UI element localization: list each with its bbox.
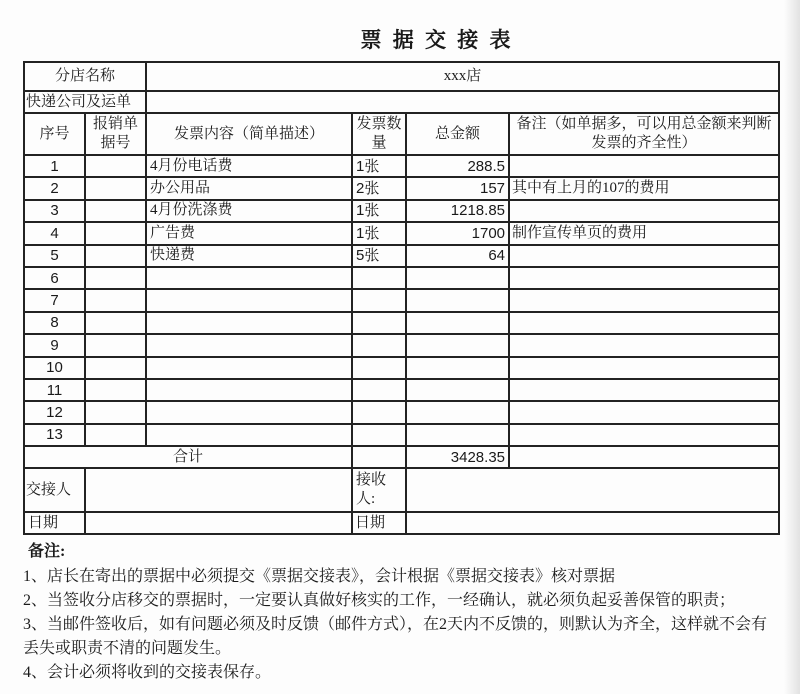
cell-no: 11 bbox=[24, 379, 85, 401]
cell-doc-no bbox=[85, 200, 146, 222]
cell-doc-no bbox=[85, 312, 146, 334]
total-qty-cell bbox=[352, 446, 406, 468]
cell-qty bbox=[352, 379, 406, 401]
table-row bbox=[24, 334, 779, 356]
table-row bbox=[24, 155, 779, 177]
photo-edge-shading bbox=[784, 0, 800, 694]
handover-person-label: 交接人 bbox=[24, 468, 85, 512]
cell-qty: 1张 bbox=[352, 200, 406, 222]
cell-content: 办公用品 bbox=[146, 177, 352, 199]
cell-qty bbox=[352, 312, 406, 334]
cell-remark bbox=[509, 357, 779, 379]
cell-doc-no bbox=[85, 267, 146, 289]
table-row bbox=[24, 379, 779, 401]
cell-no: 4 bbox=[24, 222, 85, 244]
cell-no: 10 bbox=[24, 357, 85, 379]
note-item: 3、当邮件签收后，如有问题必须及时反馈（邮件方式），在2天内不反馈的，则默认为齐全，这样就不会有丢失或职责不清的问题发生。 bbox=[23, 616, 768, 657]
footer-notes bbox=[23, 540, 775, 685]
notes-heading: 备注: bbox=[28, 543, 66, 560]
cell-remark bbox=[509, 312, 779, 334]
table-row bbox=[24, 357, 779, 379]
cell-content bbox=[146, 267, 352, 289]
courier-value bbox=[146, 91, 779, 113]
cell-content bbox=[146, 289, 352, 311]
table-row bbox=[24, 289, 779, 311]
cell-qty: 2张 bbox=[352, 177, 406, 199]
cell-no: 7 bbox=[24, 289, 85, 311]
cell-content: 4月份电话费 bbox=[146, 155, 352, 177]
cell-qty: 1张 bbox=[352, 222, 406, 244]
cell-amount: 1700 bbox=[406, 222, 509, 244]
cell-no: 6 bbox=[24, 267, 85, 289]
receiver-label: 接收人: bbox=[352, 468, 406, 512]
table-row bbox=[24, 401, 779, 423]
cell-amount bbox=[406, 379, 509, 401]
page-title: 票 据 交 接 表 bbox=[360, 28, 514, 52]
cell-content: 4月份洗涤费 bbox=[146, 200, 352, 222]
table-row bbox=[24, 267, 779, 289]
cell-amount bbox=[406, 289, 509, 311]
note-item: 1、店长在寄出的票据中必须提交《票据交接表》，会计根据《票据交接表》核对票据 bbox=[23, 568, 616, 585]
cell-amount bbox=[406, 334, 509, 356]
header-cell-content: 发票内容（简单描述） bbox=[146, 113, 352, 155]
table-row bbox=[24, 177, 779, 199]
cell-remark bbox=[509, 267, 779, 289]
cell-no: 8 bbox=[24, 312, 85, 334]
courier-label: 快递公司及运单 bbox=[24, 91, 146, 113]
total-row bbox=[24, 446, 779, 468]
cell-doc-no bbox=[85, 401, 146, 423]
cell-content bbox=[146, 312, 352, 334]
cell-qty bbox=[352, 267, 406, 289]
cell-amount bbox=[406, 424, 509, 446]
cell-amount: 157 bbox=[406, 177, 509, 199]
date-right-value bbox=[406, 512, 779, 534]
cell-qty bbox=[352, 334, 406, 356]
cell-content bbox=[146, 424, 352, 446]
branch-name-value: xxx店 bbox=[146, 62, 779, 91]
header-cell-doc-no: 报销单据号 bbox=[85, 113, 146, 155]
handover-table bbox=[23, 61, 780, 535]
receiver-value bbox=[406, 468, 779, 512]
cell-no: 1 bbox=[24, 155, 85, 177]
cell-amount bbox=[406, 312, 509, 334]
cell-doc-no bbox=[85, 245, 146, 267]
cell-content bbox=[146, 379, 352, 401]
cell-remark: 其中有上月的107的费用 bbox=[509, 177, 779, 199]
cell-content: 广告费 bbox=[146, 222, 352, 244]
cell-content: 快递费 bbox=[146, 245, 352, 267]
table-row bbox=[24, 245, 779, 267]
total-label-cell: 合计 bbox=[24, 446, 352, 468]
header-cell-qty: 发票数量 bbox=[352, 113, 406, 155]
date-left-value bbox=[85, 512, 352, 534]
cell-qty bbox=[352, 289, 406, 311]
total-remark-cell bbox=[509, 446, 779, 468]
courier-row bbox=[24, 91, 779, 113]
cell-doc-no bbox=[85, 357, 146, 379]
cell-content bbox=[146, 401, 352, 423]
cell-doc-no bbox=[85, 177, 146, 199]
cell-qty bbox=[352, 357, 406, 379]
table-row bbox=[24, 312, 779, 334]
date-left-label: 日期 bbox=[24, 512, 85, 534]
cell-content bbox=[146, 334, 352, 356]
cell-no: 9 bbox=[24, 334, 85, 356]
handover-person-value bbox=[85, 468, 352, 512]
cell-content bbox=[146, 357, 352, 379]
cell-remark bbox=[509, 379, 779, 401]
cell-qty bbox=[352, 424, 406, 446]
table-row bbox=[24, 424, 779, 446]
date-row bbox=[24, 512, 779, 534]
cell-qty: 1张 bbox=[352, 155, 406, 177]
branch-name-label: 分店名称 bbox=[24, 62, 146, 91]
cell-amount: 1218.85 bbox=[406, 200, 509, 222]
date-right-label: 日期 bbox=[352, 512, 406, 534]
cell-amount bbox=[406, 267, 509, 289]
table-header-row bbox=[24, 113, 779, 155]
cell-no: 13 bbox=[24, 424, 85, 446]
note-item: 2、当签收分店移交的票据时，一定要认真做好核实的工作，一经确认，就必须负起妥善保管的职责； bbox=[23, 592, 736, 609]
header-cell-no: 序号 bbox=[24, 113, 85, 155]
cell-qty bbox=[352, 401, 406, 423]
table-row bbox=[24, 222, 779, 244]
cell-remark bbox=[509, 155, 779, 177]
cell-remark bbox=[509, 245, 779, 267]
cell-doc-no bbox=[85, 289, 146, 311]
cell-doc-no bbox=[85, 222, 146, 244]
cell-remark: 制作宣传单页的费用 bbox=[509, 222, 779, 244]
cell-remark bbox=[509, 334, 779, 356]
cell-amount bbox=[406, 357, 509, 379]
cell-doc-no bbox=[85, 334, 146, 356]
cell-no: 2 bbox=[24, 177, 85, 199]
cell-doc-no bbox=[85, 379, 146, 401]
table-row bbox=[24, 200, 779, 222]
cell-qty: 5张 bbox=[352, 245, 406, 267]
total-amount-cell: 3428.35 bbox=[406, 446, 509, 468]
cell-doc-no bbox=[85, 424, 146, 446]
cell-remark bbox=[509, 200, 779, 222]
cell-remark bbox=[509, 424, 779, 446]
branch-row bbox=[24, 62, 779, 91]
cell-doc-no bbox=[85, 155, 146, 177]
cell-no: 5 bbox=[24, 245, 85, 267]
header-cell-amount: 总金额 bbox=[406, 113, 509, 155]
signoff-row bbox=[24, 468, 779, 512]
cell-no: 12 bbox=[24, 401, 85, 423]
cell-no: 3 bbox=[24, 200, 85, 222]
header-cell-remark: 备注（如单据多，可以用总金额来判断发票的齐全性） bbox=[509, 113, 779, 155]
cell-amount bbox=[406, 401, 509, 423]
cell-amount: 288.5 bbox=[406, 155, 509, 177]
cell-remark bbox=[509, 401, 779, 423]
note-item: 4、会计必须将收到的交接表保存。 bbox=[23, 664, 272, 681]
cell-amount: 64 bbox=[406, 245, 509, 267]
cell-remark bbox=[509, 289, 779, 311]
